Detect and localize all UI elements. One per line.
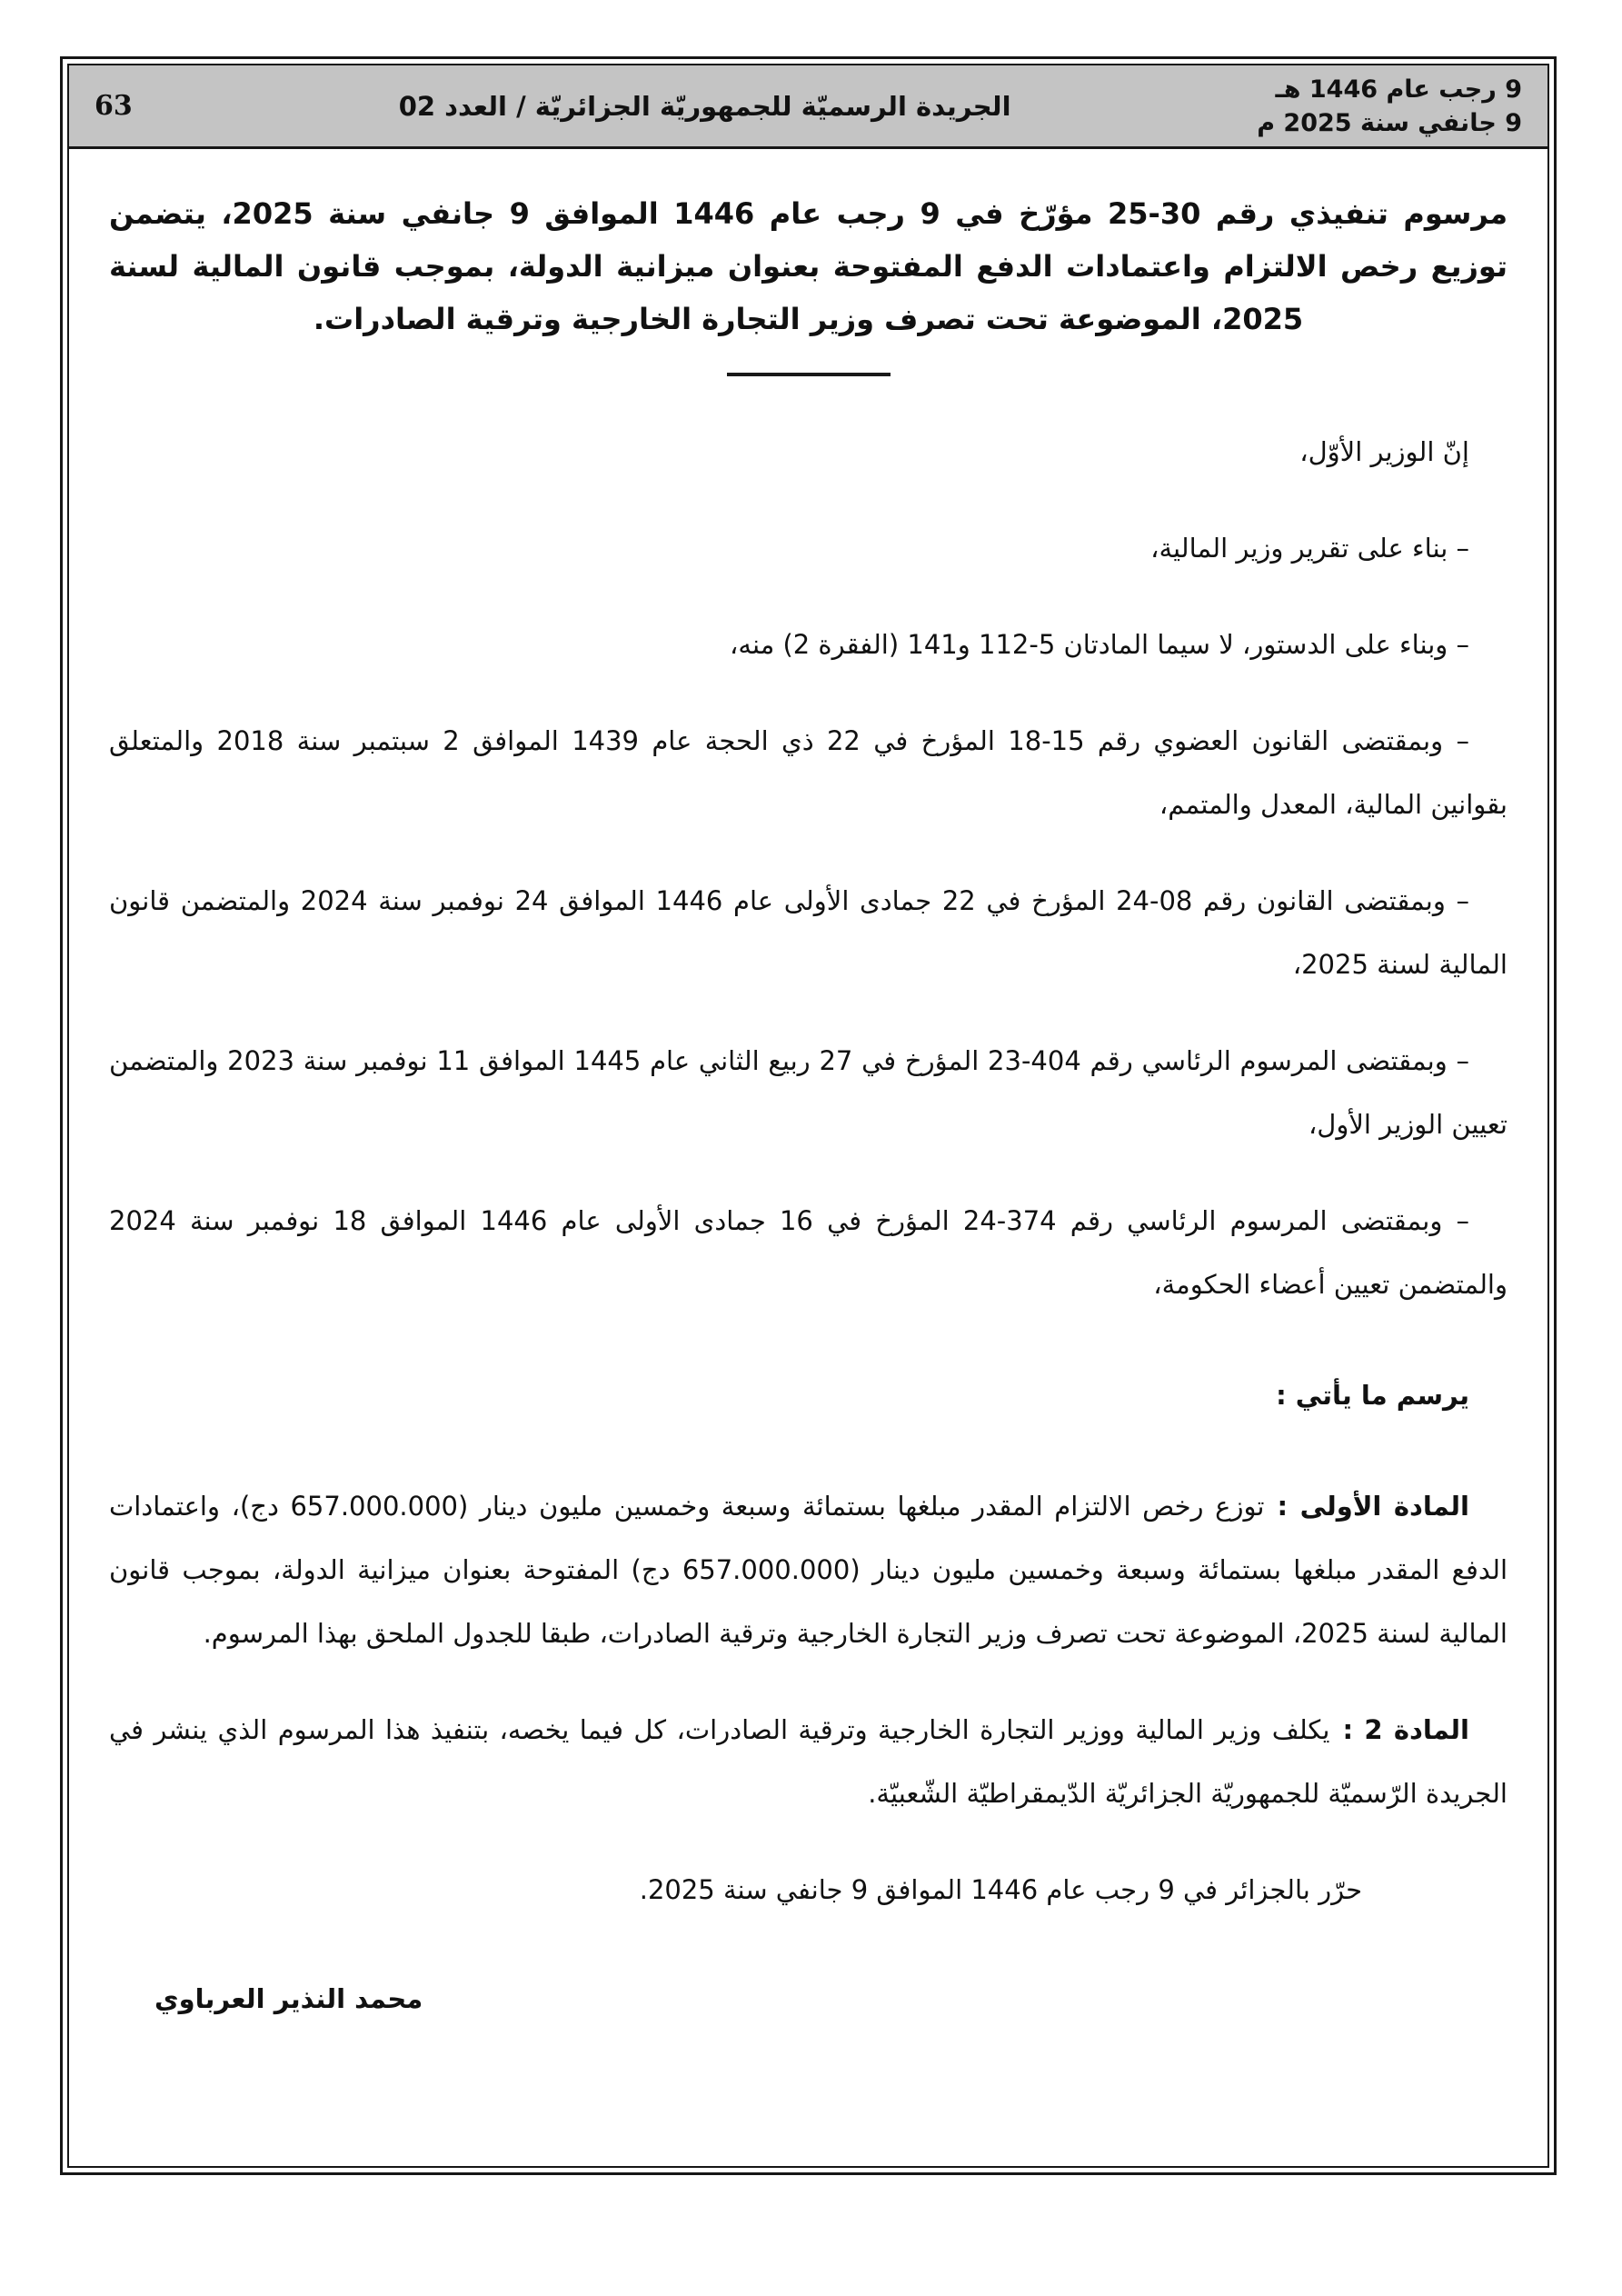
visa-paragraph: – وبمقتضى المرسوم الرئاسي رقم 374-24 المؤرخ في 16 جمادى الأولى عام 1446 الموافق 18 نوفمبر سنة 2024 والمتضمن تعيين أعضاء الحكومة، (109, 1205, 1508, 1300)
visa-paragraph: – وبمقتضى المرسوم الرئاسي رقم 404-23 المؤرخ في 27 ربيع الثاني عام 1445 الموافق 11 نوفمبر سنة 2023 والمتضمن تعيين الوزير الأول، (109, 1045, 1508, 1140)
header-date-gregorian: 9 جانفي سنة 2025 م (1257, 108, 1522, 137)
preamble-intro: إنّ الوزير الأوّل، (1299, 436, 1469, 467)
journal-header-band (69, 65, 1547, 149)
title-separator-rule (727, 373, 891, 376)
visa-paragraph: – وبناء على الدستور، لا سيما المادتان 5-112 و141 (الفقرة 2) منه، (730, 629, 1469, 660)
article-1 (109, 1474, 1508, 1665)
header-dates (1257, 73, 1522, 140)
visa-paragraph: – وبمقتضى القانون رقم 08-24 المؤرخ في 22 جمادى الأولى عام 1446 الموافق 24 نوفمبر سنة 2024 والمتضمن قانون المالية لسنة 2025، (109, 885, 1508, 980)
enactment-formula: يرسم ما يأتي : (1276, 1380, 1469, 1411)
visa-paragraph: – وبمقتضى القانون العضوي رقم 15-18 المؤرخ في 22 ذي الحجة عام 1439 الموافق 2 سبتمبر سنة 2018 والمتعلق بقوانين المالية، المعدل والمتمم، (109, 725, 1508, 820)
article-1-label: المادة الأولى : (1277, 1491, 1469, 1522)
page-frame-inner (67, 64, 1549, 2168)
journal-title: الجريدة الرسميّة للجمهوريّة الجزائريّة / العدد 02 (398, 90, 1011, 122)
page-number: 63 (95, 90, 133, 122)
article-2-label: المادة 2 : (1342, 1714, 1469, 1745)
decree-body (69, 149, 1547, 2166)
signature-name: محمد النذير العرباوي (154, 1983, 423, 2014)
decree-title: مرسوم تنفيذي رقم 30-25 مؤرّخ في 9 رجب عام 1446 الموافق 9 جانفي سنة 2025، يتضمن توزيع رخص الالتزام واعتمادات الدفع المفتوحة بعنوان ميزانية الدولة، بموجب قانون المالية لسنة 2025، الموضوعة تحت تصرف وزير التجارة الخارجية وترقية الصادرات. (109, 196, 1508, 336)
header-date-hijri: 9 رجب عام 1446 هـ (1275, 75, 1522, 104)
article-1-text: توزع رخص الالتزام المقدر مبلغها بستمائة وسبعة وخمسين مليون دينار (657.000.000 دج)، واعتمادات الدفع المقدر مبلغها بستمائة وسبعة وخمسين مليون دينار (657.000.000 دج) المفتوحة بعنوان ميزانية الدولة، بموجب قانون المالية لسنة 2025، الموضوعة تحت تصرف وزير التجارة الخارجية وترقية الصادرات، طبقا للجدول الملحق بهذا المرسوم. (109, 1491, 1508, 1649)
closing-line: حرّر بالجزائر في 9 رجب عام 1446 الموافق 9 جانفي سنة 2025. (639, 1874, 1362, 1905)
page-frame (60, 56, 1557, 2175)
article-2-text: يكلف وزير المالية ووزير التجارة الخارجية وترقية الصادرات، كل فيما يخصه، بتنفيذ هذا المرسوم الذي ينشر في الجريدة الرّسميّة للجمهوريّة الجزائريّة الدّيمقراطيّة الشّعبيّة. (109, 1714, 1508, 1809)
article-2 (109, 1698, 1508, 1825)
visa-paragraph: – بناء على تقرير وزير المالية، (1150, 533, 1469, 564)
